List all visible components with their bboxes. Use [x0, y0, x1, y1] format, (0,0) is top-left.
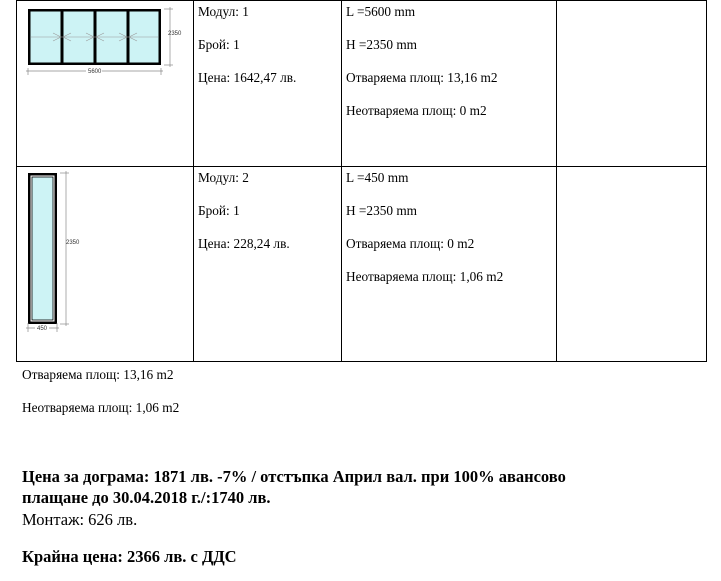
module-number: Модул: 2 — [198, 170, 249, 185]
installation-price: Монтаж: 626 лв. — [22, 510, 138, 529]
module-info-cell — [194, 167, 342, 362]
module-price: Цена: 1642,47 лв. — [198, 70, 297, 85]
module-row — [17, 167, 707, 362]
module-opening-area: Отваряема площ: 0 m2 — [346, 236, 475, 251]
module-number: Модул: 1 — [198, 4, 249, 19]
module-drawing-cell — [17, 1, 194, 167]
window-drawing-module-2 — [17, 167, 193, 361]
width-label: 450 — [37, 326, 48, 332]
glass-panel — [32, 177, 53, 320]
module-empty-cell — [557, 167, 707, 362]
width-label: 5600 — [88, 69, 102, 75]
module-height: H =2350 mm — [346, 37, 418, 52]
module-drawing-cell — [17, 167, 194, 362]
module-fixed-area: Неотваряема площ: 0 m2 — [346, 103, 487, 118]
summary-fixed-area: Неотваряема площ: 1,06 m2 — [22, 400, 180, 415]
height-label: 2350 — [168, 31, 182, 37]
height-dimension — [164, 7, 173, 67]
window-price-line-2: плащане до 30.04.2018 г./:1740 лв. — [22, 488, 271, 507]
module-dims-cell — [342, 1, 557, 167]
module-fixed-area: Неотваряема площ: 1,06 m2 — [346, 269, 504, 284]
height-dimension — [60, 171, 69, 326]
module-opening-area: Отваряема площ: 13,16 m2 — [346, 70, 498, 85]
module-count: Брой: 1 — [198, 203, 240, 218]
height-label: 2350 — [66, 240, 80, 246]
final-price: Крайна цена: 2366 лв. с ДДС — [22, 547, 237, 566]
module-dims-cell — [342, 167, 557, 362]
module-count: Брой: 1 — [198, 37, 240, 52]
window-drawing-module-1 — [17, 1, 193, 166]
module-empty-cell — [557, 1, 707, 167]
modules-table — [16, 0, 707, 362]
module-row — [17, 1, 707, 167]
summary-opening-area: Отваряема площ: 13,16 m2 — [22, 367, 174, 382]
module-info-cell — [194, 1, 342, 167]
window-price-line-1: Цена за дограма: 1871 лв. -7% / отстъпка Април вал. при 100% авансово — [22, 467, 566, 486]
module-length: L =450 mm — [346, 170, 409, 185]
module-price: Цена: 228,24 лв. — [198, 236, 290, 251]
module-height: H =2350 mm — [346, 203, 418, 218]
module-length: L =5600 mm — [346, 4, 416, 19]
